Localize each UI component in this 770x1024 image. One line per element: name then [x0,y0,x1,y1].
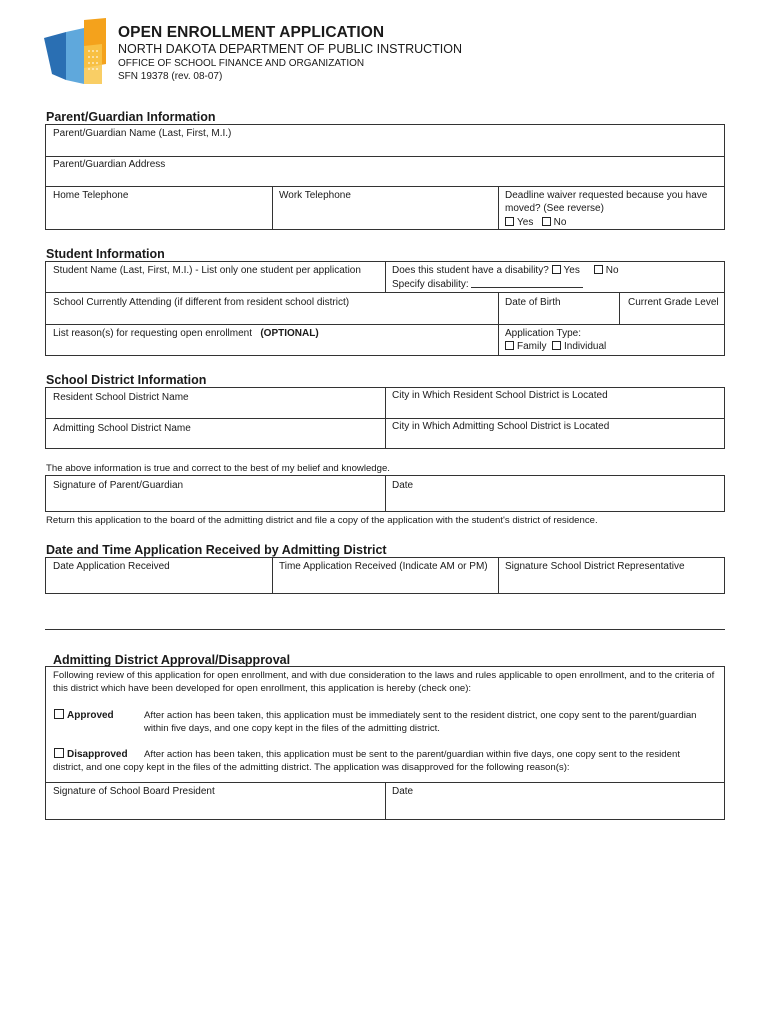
resident-district-field[interactable]: Resident School District Name [53,392,189,403]
return-instructions: Return this application to the board of the admitting district and file a copy of the application with the student's district of residence. [46,515,598,526]
disapproved-option [54,748,128,761]
approved-option [54,709,114,722]
parent-info-box [45,124,725,230]
specify-disability [392,277,583,291]
disability-yes-label: Yes [563,265,580,276]
ndpi-logo-icon [44,18,108,86]
specify-disability-label: Specify disability: [392,279,469,290]
specify-disability-line[interactable] [471,277,583,288]
deadline-waiver-question: Deadline waiver requested because you have moved? (See reverse) [505,190,708,214]
received-info-box [45,557,725,594]
certification-statement: The above information is true and correct to the best of my belief and knowledge. [46,463,390,474]
disapproved-instructions-line1: After action has been taken, this application must be sent to the parent/guardian within five days, one copy sent to the resident [144,749,680,760]
student-name-field[interactable]: Student Name (Last, First, M.I.) - List only one student per application [53,265,361,276]
family-checkbox[interactable] [505,341,514,350]
approved-label: Approved [67,710,114,721]
approved-instructions: After action has been taken, this application must be immediately sent to the resident district, one copy sent to the parent/guardian within five days, and one copy kept in the files of the admitting district. [144,710,697,734]
individual-label: Individual [564,341,607,352]
disapproved-instructions-line2: district, and one copy kept in the files of the admitting district. The application was disapproved for the following reason(s): [53,762,570,773]
parent-section-heading: Parent/Guardian Information [46,110,216,124]
waiver-yes-checkbox[interactable] [505,217,514,226]
student-section-heading: Student Information [46,247,165,261]
waiver-yes-label: Yes [517,217,534,228]
resident-city-field[interactable]: City in Which Resident School District is Located [392,390,608,401]
form-number: SFN 19378 (rev. 08-07) [118,71,223,82]
parent-signature-date-field[interactable]: Date [392,480,414,491]
disapproved-label: Disapproved [67,749,128,760]
approval-section-heading: Admitting District Approval/Disapproval [53,653,291,667]
parent-name-field[interactable]: Parent/Guardian Name (Last, First, M.I.) [53,128,232,139]
disability-no-label: No [605,265,619,276]
disability-question [392,264,619,277]
district-info-box [45,387,725,449]
parent-signature-field[interactable]: Signature of Parent/Guardian [53,480,184,491]
application-type-options [505,340,606,353]
approval-intro-text: Following review of this application for open enrollment, and with due consideration to the laws and rules applicable to open enrollment, and to the criteria of this district which have been developed for open enrollment, this application is hereby (check one): [53,670,715,694]
student-info-box [45,261,725,356]
optional-label: (OPTIONAL) [260,328,319,339]
disability-yes-checkbox[interactable] [552,265,561,274]
enrollment-reasons-label: List reason(s) for requesting open enrollment [53,328,252,339]
home-telephone-field[interactable]: Home Telephone [53,190,129,201]
district-section-heading: School District Information [46,373,207,387]
individual-checkbox[interactable] [552,341,561,350]
current-school-field[interactable]: School Currently Attending (if different from resident school district) [53,297,350,308]
waiver-no-label: No [553,217,567,228]
received-section-heading: Date and Time Application Received by Admitting District [46,543,387,557]
date-of-birth-field[interactable]: Date of Birth [505,297,561,308]
board-president-date-field[interactable]: Date [392,786,414,797]
parent-signature-box [45,475,725,512]
application-type-label: Application Type: [505,328,581,339]
current-grade-field[interactable]: Current Grade Level [628,297,719,308]
enrollment-reasons-field[interactable] [53,327,319,340]
admitting-city-field[interactable]: City in Which Admitting School District is Located [392,421,610,432]
section-divider [45,629,725,630]
parent-address-field[interactable]: Parent/Guardian Address [53,159,166,170]
office-name: OFFICE OF SCHOOL FINANCE AND ORGANIZATION [118,58,365,69]
disapproved-checkbox[interactable] [54,748,64,758]
approved-checkbox[interactable] [54,709,64,719]
waiver-options [505,216,566,229]
form-title: OPEN ENROLLMENT APPLICATION [118,24,385,41]
department-name: NORTH DAKOTA DEPARTMENT OF PUBLIC INSTRUCTION [118,42,463,56]
disability-no-checkbox[interactable] [594,265,603,274]
time-received-field[interactable]: Time Application Received (Indicate AM or PM) [279,561,488,572]
approval-box [45,666,725,820]
disability-question-label: Does this student have a disability? [392,265,549,276]
work-telephone-field[interactable]: Work Telephone [279,190,351,201]
family-label: Family [517,341,547,352]
district-representative-signature-field[interactable]: Signature School District Representative [505,561,685,572]
admitting-district-field[interactable]: Admitting School District Name [53,423,191,434]
waiver-no-checkbox[interactable] [542,217,551,226]
board-president-signature-field[interactable]: Signature of School Board President [53,786,215,797]
date-received-field[interactable]: Date Application Received [53,561,170,572]
